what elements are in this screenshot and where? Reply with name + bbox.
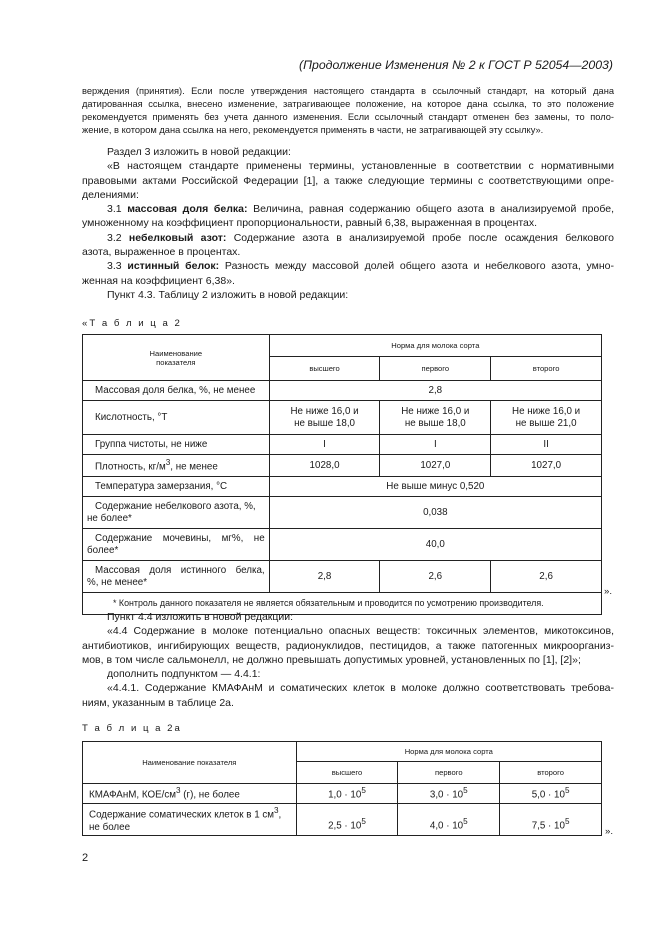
row-value: Не ниже 16,0 и не выше 18,0 bbox=[380, 401, 491, 435]
table-row bbox=[83, 455, 602, 477]
section441-line: ниям, указанным в таблице 2а. bbox=[82, 696, 234, 709]
term-3-1-cont: умноженному на коэффициент пропорциональности, равный 6,38, выраженная в процентах. bbox=[82, 217, 538, 230]
term-3-1: 3.1 массовая доля белка: Величина, равная содержанию общего азота в анализируемой пробе, bbox=[107, 203, 614, 216]
row-name: Массовая доля белка, %, не менее bbox=[83, 381, 270, 401]
table2-group-header: Норма для молока сорта bbox=[269, 335, 601, 357]
row-value: $1,0 \cdot 10^5$ bbox=[296, 784, 398, 804]
table-row bbox=[83, 477, 602, 497]
term-name: массовая доля белка: bbox=[127, 203, 248, 216]
table-row bbox=[83, 784, 602, 804]
row-name: Плотность, $кг/м^3$, не менее bbox=[83, 455, 270, 477]
row-value: $2,5 \cdot 10^5$ bbox=[296, 804, 398, 836]
row-name: Кислотность, °Т bbox=[83, 401, 270, 435]
row-name: Содержание соматических клеток в 1 $см^3$, не более bbox=[83, 804, 297, 836]
row-value: 2,6 bbox=[380, 561, 491, 593]
section441-line: «4.4.1. Содержание КМАФАнМ и соматических клеток в молоке должно соответствовать требова- bbox=[107, 682, 614, 695]
table-row bbox=[83, 381, 602, 401]
table2 bbox=[82, 334, 602, 615]
section3-block bbox=[82, 145, 614, 302]
grade-header: высшего bbox=[296, 762, 398, 784]
term-name: небелковый азот: bbox=[128, 231, 227, 244]
table2a-closing-quote: ». bbox=[605, 826, 614, 837]
row-value: $7,5 \cdot 10^5$ bbox=[500, 804, 602, 836]
row-name: Содержание небелкового азота, %, не более* bbox=[83, 497, 270, 529]
table-row bbox=[83, 435, 602, 455]
section44-supplement: дополнить подпунктом — 4.4.1: bbox=[107, 668, 261, 681]
row-name: Температура замерзания, °С bbox=[83, 477, 270, 497]
row-value: Не выше минус 0,520 bbox=[269, 477, 601, 497]
table2-footnote: * Контроль данного показателя не является обязательным и проводится по усмотрению производителя. bbox=[83, 593, 602, 615]
section3-heading: Раздел 3 изложить в новой редакции: bbox=[107, 146, 291, 158]
intro-paragraph bbox=[82, 85, 614, 137]
row-name: Содержание мочевины, мг%, не более* bbox=[83, 529, 270, 561]
row-value: 1027,0 bbox=[491, 455, 602, 477]
grade-header: высшего bbox=[269, 357, 380, 381]
table-row bbox=[83, 401, 602, 435]
table2a-group-header: Норма для молока сорта bbox=[296, 742, 601, 762]
section44-line: антибиотиков, ингибирующих веществ, радионуклидов, пестицидов, а также патогенных микроорганиз- bbox=[82, 639, 614, 652]
row-name: Массовая доля истинного белка, %, не менее* bbox=[83, 561, 270, 593]
row-value: Не ниже 16,0 и не выше 18,0 bbox=[269, 401, 380, 435]
table2a-name-header: Наименование показателя bbox=[83, 742, 297, 784]
table2a-caption: Т а б л и ц а 2а bbox=[82, 723, 182, 734]
table2a bbox=[82, 741, 602, 836]
intro-line: датированная ссылка, внесено изменение, затрагивающее положение, на которое дана ссылка, то это положение bbox=[82, 99, 614, 109]
term-3-3-cont: женная на коэффициент 6,38». bbox=[82, 274, 235, 287]
term-3-2: 3.2 небелковый азот: Содержание азота в анализируемой пробе после осаждения белкового bbox=[107, 231, 614, 244]
table-row bbox=[83, 804, 602, 836]
row-value: II bbox=[491, 435, 602, 455]
table2-closing-quote: ». bbox=[604, 586, 613, 597]
row-value: 2,6 bbox=[491, 561, 602, 593]
row-value: Не ниже 16,0 и не выше 21,0 bbox=[491, 401, 602, 435]
section3-intro-line: правовыми актами Российской Федерации [1], а также следующие термины с соответствующими опре- bbox=[82, 174, 614, 187]
point-4-3: Пункт 4.3. Таблицу 2 изложить в новой редакции: bbox=[107, 288, 349, 301]
row-value: $3,0 \cdot 10^5$ bbox=[398, 784, 500, 804]
page-number: 2 bbox=[82, 852, 89, 864]
table2-caption: «Т а б л и ц а 2 bbox=[82, 318, 182, 329]
running-header: (Продолжение Изменения № 2 к ГОСТ Р 52054—2003) bbox=[298, 58, 613, 72]
row-value: I bbox=[269, 435, 380, 455]
section44-heading: Пункт 4.4 изложить в новой редакции: bbox=[107, 611, 294, 623]
table-row bbox=[83, 529, 602, 561]
row-value: 2,8 bbox=[269, 381, 601, 401]
row-value: $5,0 \cdot 10^5$ bbox=[500, 784, 602, 804]
section44-block bbox=[82, 610, 614, 710]
row-name: Группа чистоты, не ниже bbox=[83, 435, 270, 455]
grade-header: первого bbox=[398, 762, 500, 784]
grade-header: второго bbox=[500, 762, 602, 784]
row-name: КМАФАнМ, КОЕ/$см^3$ (г), не более bbox=[83, 784, 297, 804]
row-value: $4,0 \cdot 10^5$ bbox=[398, 804, 500, 836]
row-value: 1028,0 bbox=[269, 455, 380, 477]
term-3-3: 3.3 истинный белок: Разность между массовой долей общего азота и небелкового азота, умно- bbox=[107, 260, 615, 273]
section44-line: мов, в том числе сальмонелл, не должно превышать допустимых уровней, установленных по [1], [2]»; bbox=[82, 653, 581, 666]
term-name: истинный белок: bbox=[127, 260, 220, 273]
table-row bbox=[83, 561, 602, 593]
table-row bbox=[83, 497, 602, 529]
intro-line: жение, в котором дана ссылка на него, рекомендуется применять в части, не затрагивающей эту ссылку». bbox=[82, 125, 544, 135]
section44-line: «4.4 Содержание в молоке потенциально опасных веществ: токсичных элементов, микотоксинов, bbox=[107, 625, 614, 638]
row-value: I bbox=[380, 435, 491, 455]
intro-line: рекомендуется применять без учета данного изменения. Если ссылочный стандарт отменен без замены, то поло- bbox=[82, 112, 614, 122]
row-value: 1027,0 bbox=[380, 455, 491, 477]
section3-intro-line: делениями: bbox=[82, 188, 139, 201]
grade-header: второго bbox=[491, 357, 602, 381]
section3-intro-line: «В настоящем стандарте применены термины, установленные в соответствии с нормативными bbox=[107, 160, 614, 173]
row-value: 0,038 bbox=[269, 497, 601, 529]
table2-name-header: Наименование показателя bbox=[83, 335, 270, 381]
intro-line: верждения (принятия). Если после утверждения настоящего стандарта в ссылочный стандарт, на который дана bbox=[82, 86, 614, 96]
row-value: 2,8 bbox=[269, 561, 380, 593]
row-value: 40,0 bbox=[269, 529, 601, 561]
grade-header: первого bbox=[380, 357, 491, 381]
term-3-2-cont: азота, выраженное в процентах. bbox=[82, 246, 241, 259]
